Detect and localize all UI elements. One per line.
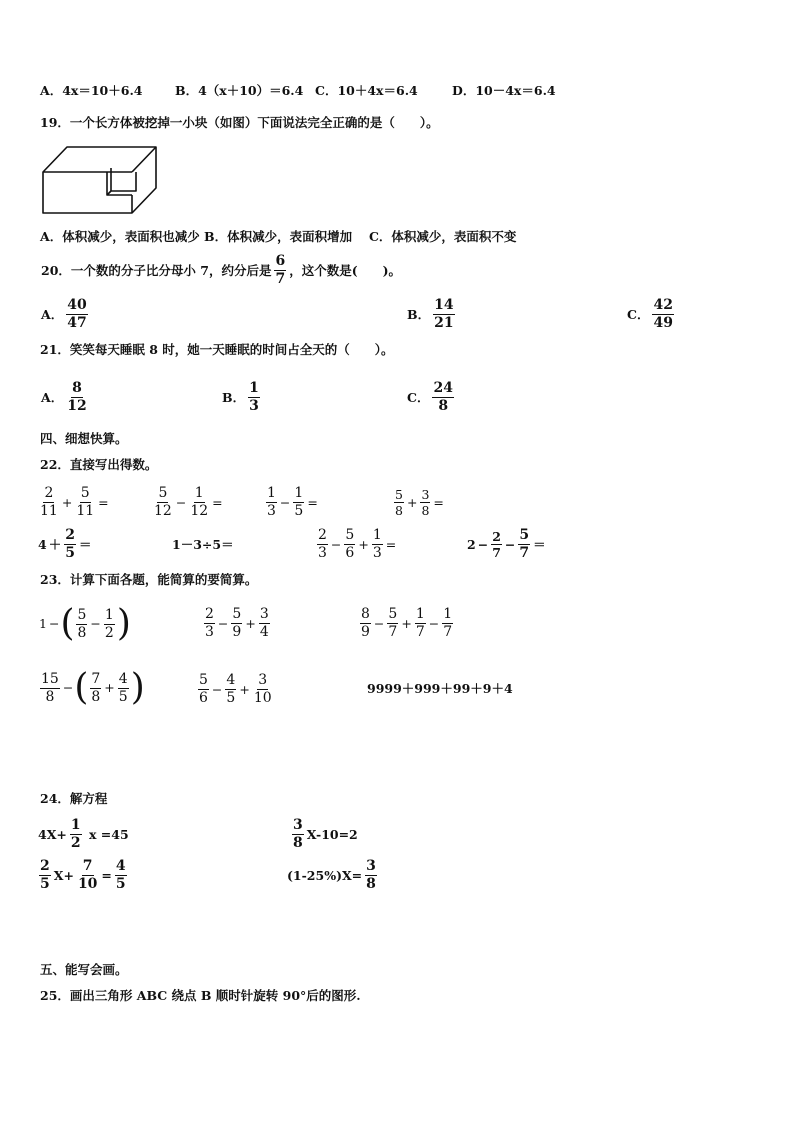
section-5-heading: 五、能写会画。 [40, 962, 128, 977]
q22-expr-6: 1－3÷5＝ [172, 537, 234, 552]
q23-calc-1: 1 −( $\frac{5}{8}$ − $\frac{1}{2}$ ) [39, 603, 131, 644]
q20-stem [40, 253, 402, 288]
q24-equation-3: $\frac{2}{5}$ X+ $\frac{7}{10}$ = $\frac{4}{5}$ [40, 858, 126, 892]
q19-stem: 19．一个长方体被挖掉一小块（如图）下面说法完全正确的是（ ）。 [40, 115, 439, 130]
q19-options: A．体积减少，表面积也减少 B．体积减少，表面积增加 C．体积减少，表面积不变 [40, 229, 517, 244]
fraction: $\frac{8}{12}$ [67, 380, 87, 414]
q18-option-c: C．10＋4x＝6.4 [315, 83, 418, 98]
q24-equation-1: 4X+ $\frac{1}{2}$ x =45 [38, 817, 129, 851]
q21-option-a: A． $\frac{8}{12}$ [41, 380, 87, 414]
cuboid-with-notch-icon [40, 144, 160, 216]
q20-stem-after: ，这个数是( )。 [289, 262, 402, 278]
q23-calc-6: 9999＋999＋99＋9＋4 [367, 681, 513, 696]
q22-expr-8: 2 − $\frac{2}{7}$ − $\frac{5}{7}$ ＝ [467, 527, 546, 561]
q23-calc-4: $\frac{15}{8}$ −( $\frac{7}{8}$ + $\frac{4}{5}$ ) [41, 667, 145, 708]
section-4-heading: 四、细想快算。 [40, 431, 128, 446]
fraction: $\frac{6}{7}$ [275, 253, 286, 287]
q23-calc-5: $\frac{5}{6}$ − $\frac{4}{5}$ + $\frac{3}{10}$ [199, 672, 272, 706]
q22-stem: 22．直接写出得数。 [40, 457, 158, 472]
q23-calc-3: $\frac{8}{9}$ − $\frac{5}{7}$ + $\frac{1}{7}$ − $\frac{1}{7}$ [361, 606, 453, 640]
q18-option-d: D．10－4x＝6.4 [452, 83, 556, 98]
q24-equation-2: $\frac{3}{8}$ X-10=2 [293, 817, 358, 851]
q22-expr-2: $\frac{5}{12}$ − $\frac{1}{12}$ = [154, 485, 223, 519]
fraction: $\frac{24}{8}$ [433, 380, 453, 414]
q25-stem: 25．画出三角形 ABC 绕点 B 顺时针旋转 90°后的图形. [40, 988, 361, 1003]
fraction: $\frac{14}{21}$ [434, 297, 454, 331]
q20-option-b: B． $\frac{14}{21}$ [407, 297, 454, 331]
q22-expr-3: $\frac{1}{3}$ − $\frac{1}{5}$ = [267, 485, 318, 519]
fraction: $\frac{40}{47}$ [67, 297, 87, 331]
q24-equation-4: (1-25%)X= $\frac{3}{8}$ [287, 858, 376, 892]
q21-option-b: B． $\frac{1}{3}$ [222, 380, 259, 414]
q24-stem: 24．解方程 [40, 791, 108, 806]
q21-stem: 21．笑笑每天睡眠 8 时，她一天睡眠的时间占全天的（ ）。 [40, 342, 394, 357]
q18-option-b: B．4（x＋10）＝6.4 [175, 83, 304, 98]
fraction: $\frac{42}{49}$ [653, 297, 673, 331]
q22-expr-5: 4 ＋ $\frac{2}{5}$ ＝ [38, 527, 92, 561]
q22-expr-4: $\frac{5}{8}$ + $\frac{3}{8}$ = [395, 487, 444, 518]
fraction: $\frac{1}{3}$ [249, 380, 259, 414]
q20-stem-before: 20．一个数的分子比分母小 7，约分后是 [41, 262, 272, 278]
q23-stem: 23．计算下面各题，能简算的要简算。 [40, 572, 258, 587]
q22-expr-1: $\frac{2}{11}$ + $\frac{5}{11}$ = [40, 485, 109, 519]
q20-option-c: C． $\frac{42}{49}$ [627, 297, 673, 331]
q18-option-a: A．4x＝10＋6.4 [40, 83, 143, 98]
q20-option-a: A． $\frac{40}{47}$ [41, 297, 87, 331]
q21-option-c: C． $\frac{24}{8}$ [407, 380, 453, 414]
q23-calc-2: $\frac{2}{3}$ − $\frac{5}{9}$ + $\frac{3}{4}$ [205, 606, 269, 640]
q22-expr-7: $\frac{2}{3}$ − $\frac{5}{6}$ + $\frac{1}{3}$ = [318, 527, 397, 561]
